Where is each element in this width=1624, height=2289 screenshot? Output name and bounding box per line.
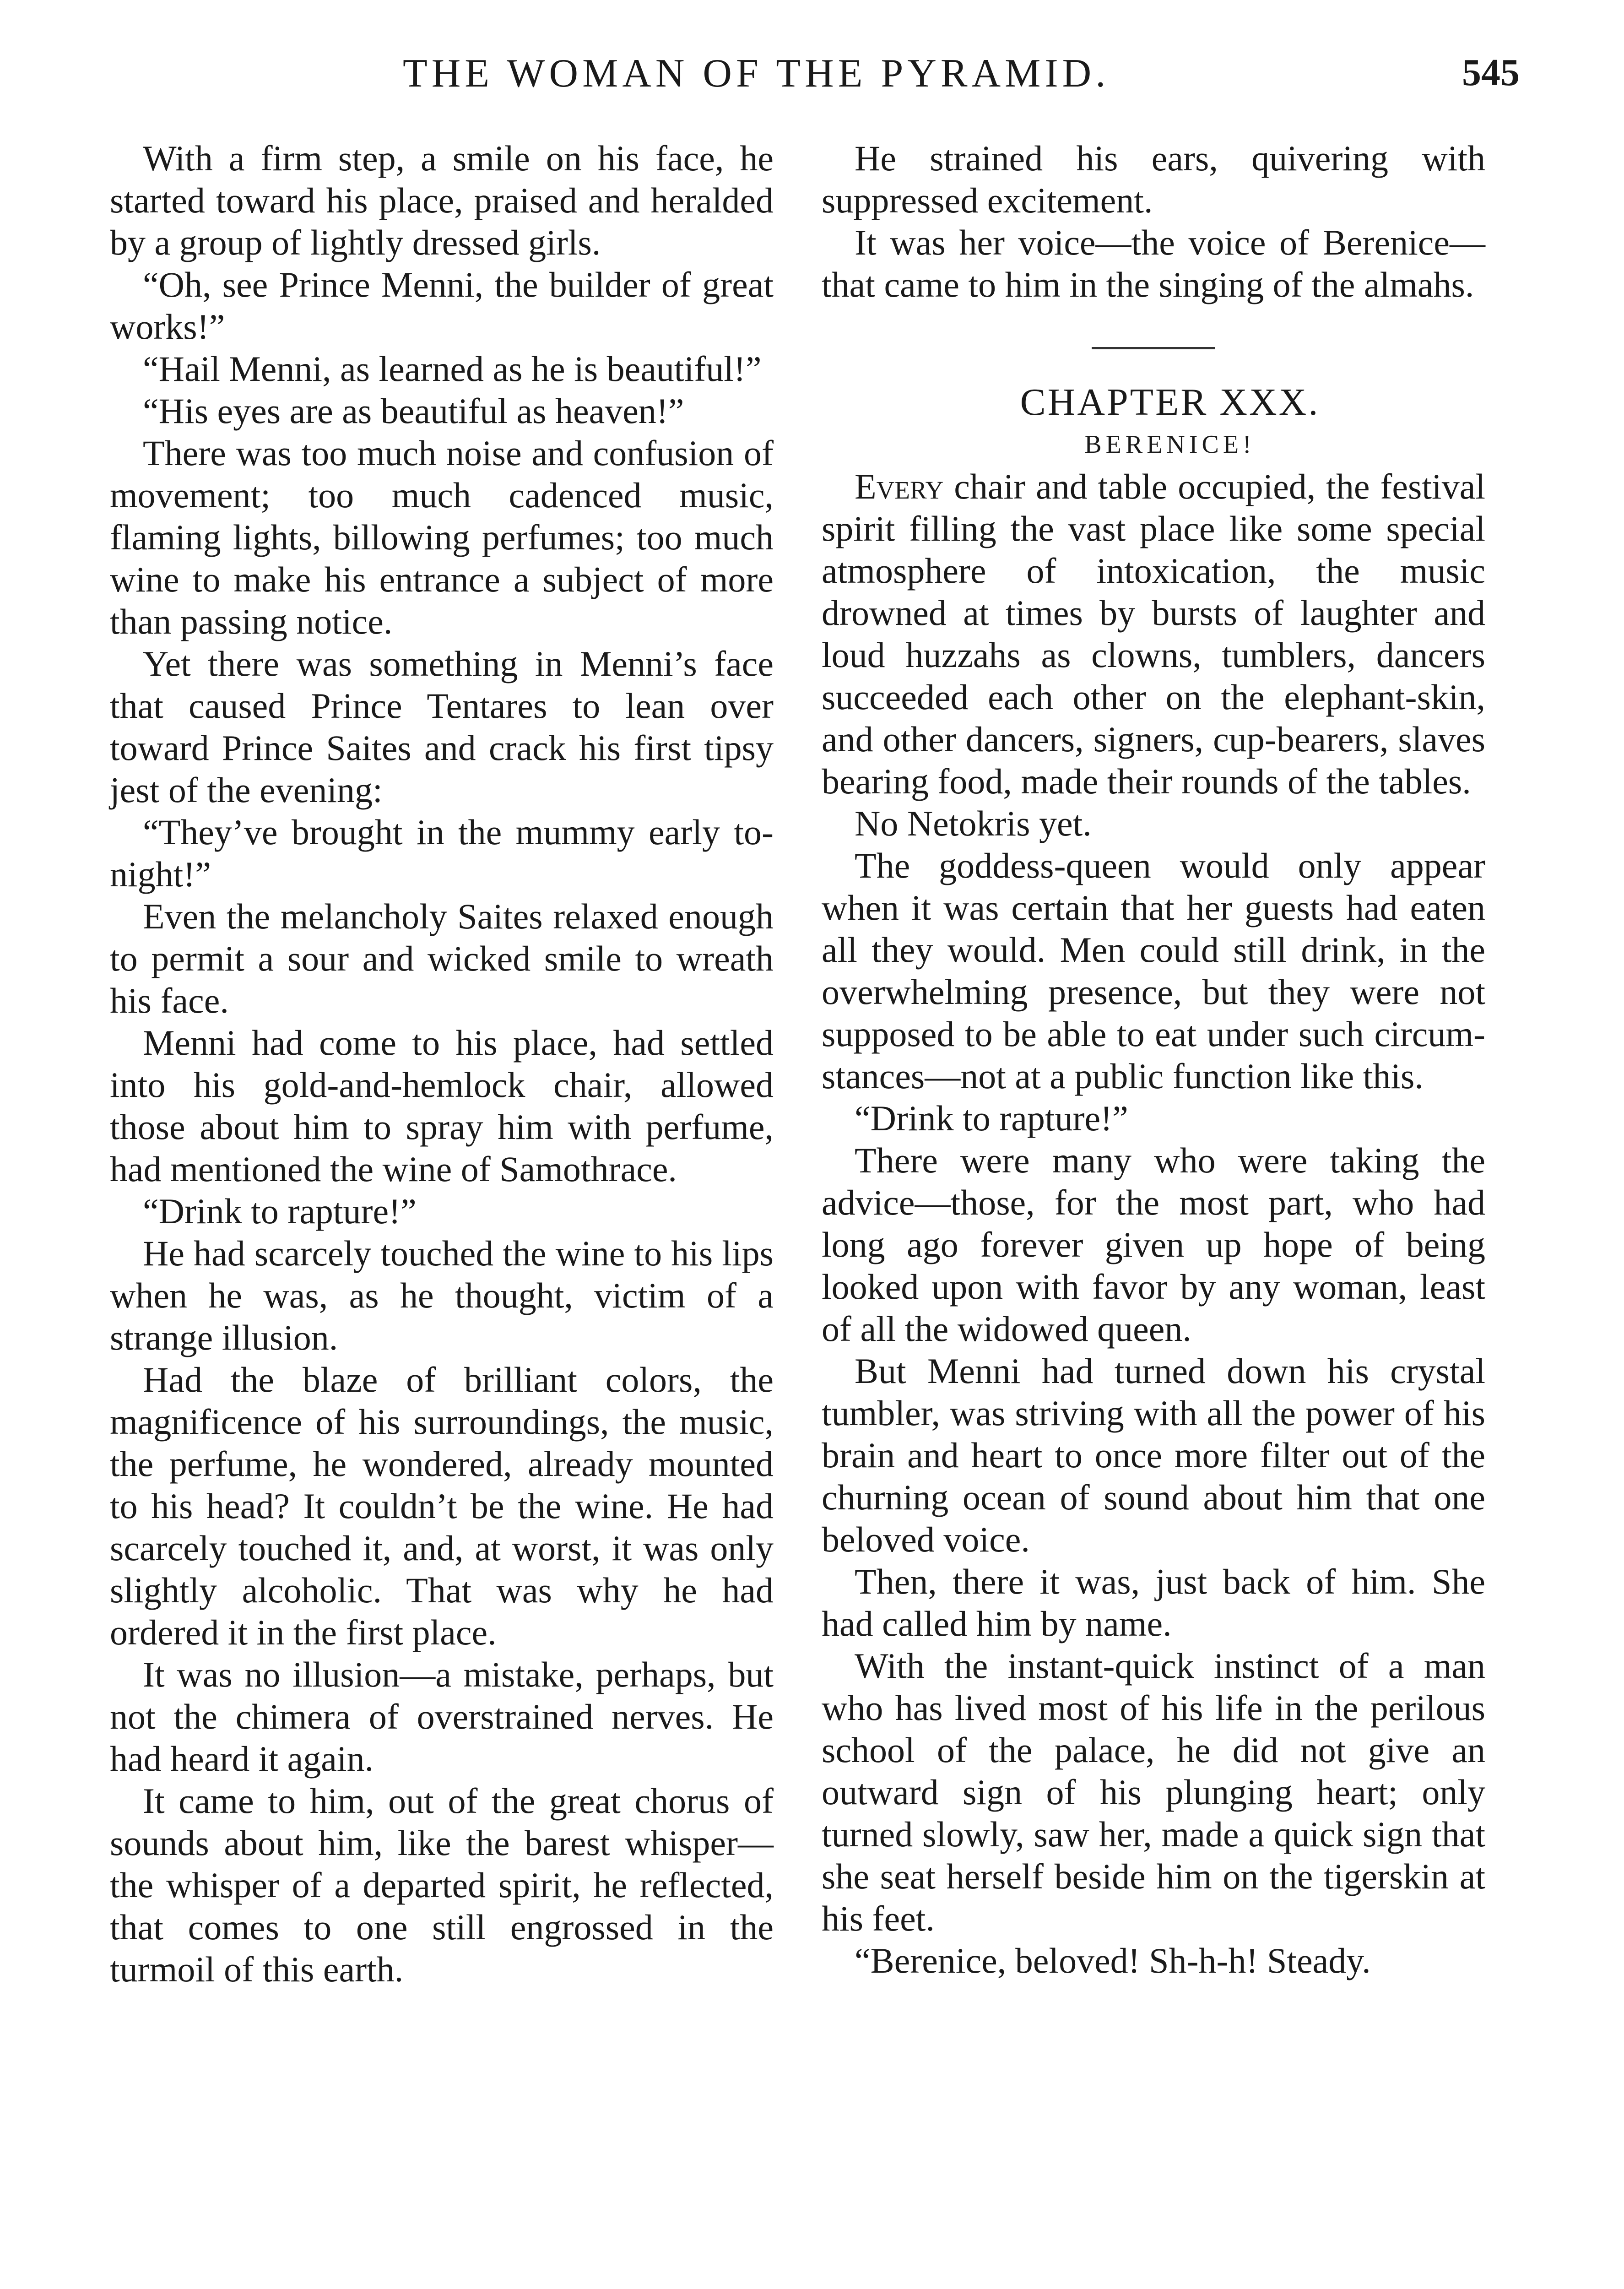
paragraph: Yet there was something in Menni’s face that caused Prince Tentares to lean over toward Prince Saites and crack his first tipsy jest of the evening:: [110, 644, 774, 810]
paragraph-text: chair and table occupied, the festival spirit filling the vast place like some special atmosphere of intoxication, the music drowned at times by bursts of laughter and loud huzzahs as clowns, tumblers, dancers succeeded each other on the elephant-skin, and other dancers, signers, cup-bearers, slaves bearing food, made their rounds of the tables.: [822, 466, 1485, 801]
page-number: 545: [1462, 51, 1520, 94]
paragraph: Then, there it was, just back of him. She had called him by name.: [822, 1562, 1485, 1644]
chapter-opening-paragraph: [822, 466, 1485, 803]
paragraph: “Drink to rapture!”: [855, 1098, 1128, 1138]
paragraph: There was too much noise and confusion of movement; too much cadenced music, flaming lights, billowing perfumes; too much wine to make his entrance a subject of more than passing notice.: [110, 433, 774, 641]
paragraph: Menni had come to his place, had settled into his gold-and-hemlock chair, allowed those about him to spray him with perfume, had mentioned the wine of Samothrace.: [110, 1023, 774, 1189]
paragraph: Had the blaze of brilliant colors, the magnificence of his surroundings, the music, the perfume, he wondered, already mounted to his head? It couldn’t be the wine. He had scarcely touched it, and, at worst, it was only slightly alcoholic. That was why he had ordered it in the first place.: [110, 1360, 774, 1652]
paragraph: But Menni had turned down his crystal tumbler, was striving with all the power of his brain and heart to once more filter out of the churning ocean of sound about him that one beloved voice.: [822, 1351, 1485, 1559]
running-title: THE WOMAN OF THE PYRAMID.: [403, 51, 1110, 96]
section-divider: [1092, 347, 1215, 349]
running-header: [110, 50, 1520, 101]
chapter-subtitle: BERENICE!: [1084, 430, 1256, 459]
paragraph: There were many who were taking the advice—those, for the most part, who had long ago forever given up hope of being looked upon with favor by any woman, least of all the widowed queen.: [822, 1140, 1485, 1349]
paragraph: It came to him, out of the great chorus of sounds about him, like the barest whisper—the whisper of a departed spirit, he reflected, that comes to one still engrossed in the turmoil of this earth.: [110, 1781, 774, 1989]
paragraph: “They’ve brought in the mummy early to-night!”: [110, 812, 774, 894]
paragraph: No Netokris yet.: [855, 803, 1092, 843]
right-column: [822, 137, 1485, 1982]
chapter-title: CHAPTER XXX.: [1020, 381, 1320, 423]
paragraph: Even the melancholy Saites relaxed enough to permit a sour and wicked smile to wreath his face.: [110, 896, 774, 1020]
paragraph: He had scarcely touched the wine to his lips when he was, as he thought, victim of a strange illusion.: [110, 1233, 774, 1357]
paragraph: With a firm step, a smile on his face, he started toward his place, praised and heralded by a group of lightly dressed girls.: [110, 138, 774, 262]
left-column: [110, 137, 774, 1991]
paragraph: “Berenice, beloved! Sh-h-h! Steady.: [855, 1941, 1371, 1980]
paragraph: It was no illusion—a mistake, perhaps, but not the chimera of overstrained nerves. He had heard it again.: [110, 1654, 774, 1779]
drop-lead-word: Every: [855, 466, 944, 506]
paragraph: It was her voice—the voice of Berenice—that came to him in the singing of the almahs.: [822, 222, 1485, 304]
paragraph: He strained his ears, quivering with suppressed excitement.: [822, 138, 1485, 220]
paragraph: “Drink to rapture!”: [143, 1191, 417, 1231]
paragraph: The goddess-queen would only appear when it was certain that her guests had eaten all they would. Men could still drink, in the overwhelming presence, but they were not supposed to be able to eat under such circumstances—not at a public function like this.: [822, 846, 1485, 1096]
paragraph: With the instant-quick instinct of a man who has lived most of his life in the perilous school of the palace, he did not give an outward sign of his plunging heart; only turned slowly, saw her, made a quick sign that she seat herself beside him on the tigerskin at his feet.: [822, 1646, 1485, 1938]
paragraph: “Oh, see Prince Menni, the builder of great works!”: [110, 265, 774, 347]
paragraph: “Hail Menni, as learned as he is beautiful!”: [143, 349, 762, 389]
paragraph: “His eyes are as beautiful as heaven!”: [143, 391, 684, 431]
